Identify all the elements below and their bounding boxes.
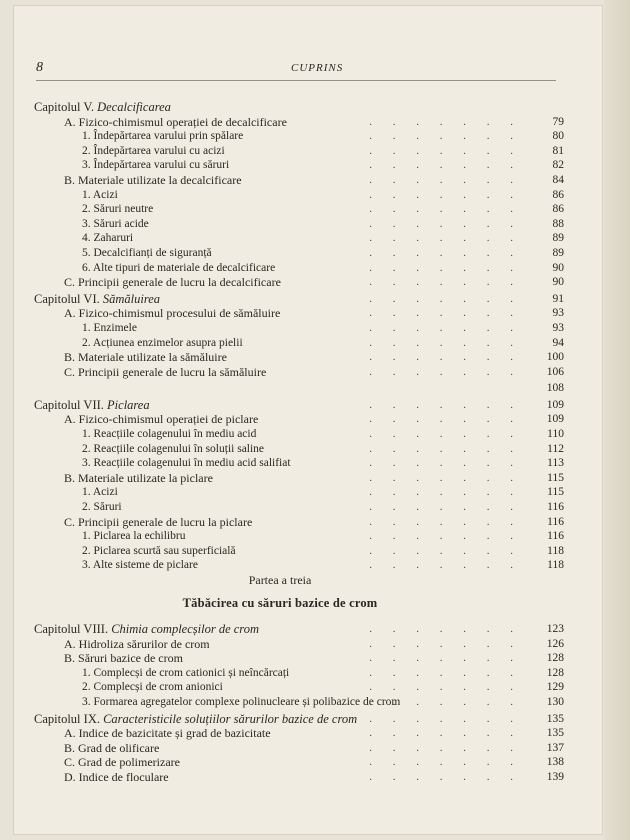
leader-dots: . . . . . . . xyxy=(369,681,522,694)
toc-entry-title: Fizico-chimismul operației de decalcificare xyxy=(78,114,287,129)
toc-entry-label xyxy=(82,129,243,144)
toc-chapter-row xyxy=(34,712,564,727)
toc-page-number: 139 xyxy=(546,770,564,783)
page-edge xyxy=(604,0,630,840)
toc-section-row xyxy=(34,173,564,188)
toc-entry-label xyxy=(82,456,291,471)
toc-entry-title: Reacțiile colagenului în mediu acid salifiat xyxy=(93,457,291,470)
toc-entry-title: Chimia complecșilor de crom xyxy=(111,622,259,636)
toc-page-number: 116 xyxy=(547,530,564,543)
toc-entry-title: Alte tipuri de materiale de decalcificare xyxy=(92,261,276,274)
toc-page-number: 89 xyxy=(552,232,564,245)
toc-entry-prefix: 3. xyxy=(82,695,91,708)
leader-dots: . . . . . . . xyxy=(369,530,522,543)
toc-entry-title: Principii generale de lucru la sămăluire xyxy=(78,364,267,379)
leader-dots: . . . . . . . xyxy=(369,442,522,455)
toc-entry-label xyxy=(34,622,259,637)
toc-entry-label xyxy=(82,188,118,203)
toc-subsection-row xyxy=(34,261,564,276)
part-subtitle: Tăbăcirea cu săruri bazice de crom xyxy=(182,596,378,610)
toc-section-row xyxy=(34,275,564,290)
leader-dots: . . . . . . . xyxy=(369,770,522,783)
toc-entry-title: Materiale utilizate la decalcificare xyxy=(78,172,242,187)
toc-entry-title: Fizico-chimismul operației de piclare xyxy=(78,412,259,427)
toc-entry-title: Grad de polimerizare xyxy=(78,755,180,770)
leader-dots: . . . . . . . xyxy=(369,652,522,665)
leader-dots: . . . . . . . xyxy=(369,428,522,441)
leader-dots: . . . . . . . xyxy=(369,712,522,725)
toc-page-number: 115 xyxy=(547,471,564,484)
toc-entry-prefix: 1. xyxy=(82,188,91,201)
toc-entry-prefix: 2. xyxy=(82,203,91,216)
toc-page-number: 94 xyxy=(552,336,564,349)
page-header xyxy=(36,60,576,80)
toc-entry-prefix: B. xyxy=(64,651,76,666)
toc-entry-title: Reacțiile colagenului în mediu acid xyxy=(93,428,257,441)
toc-entry-label xyxy=(82,529,185,544)
toc-entry-label xyxy=(34,712,357,727)
toc-subsection-row xyxy=(34,485,564,500)
toc-entry-title: Hidroliza sărurilor de crom xyxy=(78,636,210,651)
toc-page-number: 93 xyxy=(552,307,564,320)
toc-entry-prefix: 6. xyxy=(82,261,91,274)
toc-entry-label xyxy=(82,144,225,159)
toc-entry-label xyxy=(64,770,169,785)
toc-page-number: 135 xyxy=(546,712,564,725)
toc-entry-title: Grad de olificare xyxy=(78,740,160,755)
toc-entry-label xyxy=(64,306,280,321)
toc-entry-label xyxy=(82,202,153,217)
toc-entry-label xyxy=(64,350,227,365)
toc-page-number: 100 xyxy=(546,351,564,364)
leader-dots: . . . . . . . xyxy=(369,351,522,364)
toc-entry-prefix: 2. xyxy=(82,144,91,157)
toc-subsection-row xyxy=(34,544,564,559)
toc-subsection-row xyxy=(34,456,564,471)
toc-entry-prefix: A. xyxy=(64,636,76,651)
toc-entry-prefix: 3. xyxy=(82,217,91,230)
toc-entry-title: Săruri acide xyxy=(93,217,149,230)
toc-page-number: 91 xyxy=(552,292,564,305)
toc-chapter-row xyxy=(34,622,564,637)
toc-page-number: 89 xyxy=(552,246,564,259)
toc-entry-prefix: C. xyxy=(64,364,76,379)
toc-subsection-row xyxy=(34,202,564,217)
toc-section-row xyxy=(34,471,564,486)
toc-entry-title: Săruri neutre xyxy=(93,203,154,216)
toc-entry-title: Zaharuri xyxy=(93,232,134,245)
toc-entry-label xyxy=(82,442,264,457)
toc-page-number: 82 xyxy=(552,159,564,172)
toc-entry-label xyxy=(82,544,236,559)
toc-entry-prefix: 5. xyxy=(82,246,91,259)
leader-dots: . . . . . . . xyxy=(369,232,522,245)
toc-entry-label xyxy=(82,558,198,573)
toc-subsection-row xyxy=(34,442,564,457)
toc-entry-label xyxy=(82,695,400,710)
toc-entry-label xyxy=(34,292,160,307)
toc-entry-title: Caracteristicile soluțiilor sărurilor bazice de crom xyxy=(103,711,358,726)
toc-entry-prefix: 4. xyxy=(82,232,91,245)
toc-entry-prefix: A. xyxy=(64,306,76,321)
toc-page-number: 90 xyxy=(552,261,564,274)
toc-chapter-row xyxy=(34,100,564,115)
toc-entry-label xyxy=(64,412,258,427)
toc-entry-prefix: Capitolul VIII. xyxy=(34,622,109,636)
table-of-contents-part-two xyxy=(34,100,564,573)
toc-entry-title: Acizi xyxy=(92,486,118,499)
toc-entry-title: Materiale utilizate la sămăluire xyxy=(78,350,227,365)
toc-entry-title: Decalcificarea xyxy=(97,100,171,114)
toc-entry-title: Acizi xyxy=(92,188,118,201)
leader-dots: . . . . . . . xyxy=(369,115,522,128)
toc-entry-label xyxy=(64,515,252,530)
running-head: CUPRINS xyxy=(291,62,344,74)
toc-entry-title: Indice de bazicitate și grad de bazicitate xyxy=(78,726,271,741)
toc-entry-label xyxy=(82,261,275,276)
toc-entry-label xyxy=(64,275,281,290)
toc-entry-label xyxy=(64,726,271,741)
toc-entry-label xyxy=(64,115,287,130)
toc-entry-label xyxy=(82,158,229,173)
toc-page-number: 128 xyxy=(546,652,564,665)
toc-subsection-row xyxy=(34,231,564,246)
toc-chapter-row xyxy=(34,398,564,413)
toc-entry-prefix: 2. xyxy=(82,336,91,349)
toc-entry-title: Acțiunea enzimelor asupra pielii xyxy=(92,336,243,349)
toc-entry-prefix: A. xyxy=(64,114,76,129)
toc-entry-prefix: A. xyxy=(64,412,76,427)
toc-page-number: 79 xyxy=(552,115,564,128)
toc-entry-prefix: 2. xyxy=(82,501,91,514)
toc-entry-label xyxy=(64,471,213,486)
toc-page-number: 112 xyxy=(547,442,564,455)
toc-entry-prefix: 1. xyxy=(82,321,91,334)
toc-page-number: 90 xyxy=(552,276,564,289)
toc-subsection-row xyxy=(34,427,564,442)
leader-dots: . . . . . . . xyxy=(369,261,522,274)
toc-entry-prefix: 1. xyxy=(82,130,91,143)
page-number: 8 xyxy=(36,60,43,75)
toc-entry-title: Piclarea scurtă sau superficială xyxy=(93,544,236,557)
leader-dots: . . . . . . . xyxy=(369,130,522,143)
toc-entry-prefix: B. xyxy=(64,350,76,365)
toc-entry-title: Fizico-chimismul procesului de sămăluire xyxy=(78,306,281,321)
toc-page-number: 109 xyxy=(546,413,564,426)
leader-dots: . . . . . . . xyxy=(369,398,522,411)
toc-entry-title: Reacțiile colagenului în soluții saline xyxy=(93,442,265,455)
toc-page-number: 126 xyxy=(546,637,564,650)
toc-subsection-row xyxy=(34,680,564,695)
leader-dots: . . . . . . . xyxy=(369,727,522,740)
toc-entry-prefix: 2. xyxy=(82,544,91,557)
toc-chapter-row xyxy=(34,381,564,396)
toc-entry-label xyxy=(64,365,266,380)
toc-page-number: 108 xyxy=(546,382,564,395)
toc-entry-prefix: 2. xyxy=(82,442,91,455)
toc-subsection-row xyxy=(34,246,564,261)
leader-dots: . . . . . . . xyxy=(369,336,522,349)
toc-entry-label xyxy=(82,231,133,246)
toc-entry-prefix: Capitolul V. xyxy=(34,100,94,114)
toc-page-number: 80 xyxy=(552,130,564,143)
toc-page-number: 135 xyxy=(546,727,564,740)
toc-page-number: 81 xyxy=(552,144,564,157)
toc-entry-title: Piclarea la echilibru xyxy=(93,530,186,543)
leader-dots: . . . . . . . xyxy=(369,144,522,157)
toc-subsection-row xyxy=(34,144,564,159)
toc-entry-label xyxy=(82,680,223,695)
leader-dots: . . . . . . . xyxy=(369,321,522,334)
toc-section-row xyxy=(34,350,564,365)
toc-entry-label xyxy=(34,398,150,413)
toc-entry-label xyxy=(82,500,122,515)
toc-page-number: 116 xyxy=(547,501,564,514)
toc-entry-title: Îndepărtarea varului cu săruri xyxy=(93,159,230,172)
leader-dots: . . . . . . . xyxy=(369,246,522,259)
toc-section-row xyxy=(34,365,564,380)
toc-subsection-row xyxy=(34,217,564,232)
toc-section-row xyxy=(34,637,564,652)
toc-section-row xyxy=(34,412,564,427)
toc-page-number: 118 xyxy=(547,559,564,572)
toc-page-number: 106 xyxy=(546,365,564,378)
toc-section-row xyxy=(34,726,564,741)
toc-subsection-row xyxy=(34,321,564,336)
toc-page-number: 123 xyxy=(546,623,564,635)
toc-entry-label xyxy=(82,246,212,261)
leader-dots: . . . . . . . xyxy=(369,413,522,426)
toc-page-number: 116 xyxy=(547,515,564,528)
toc-section-row xyxy=(34,741,564,756)
leader-dots: . . . . . . . xyxy=(369,471,522,484)
toc-entry-prefix: Capitolul VI. xyxy=(34,291,100,306)
toc-subsection-row xyxy=(34,529,564,544)
toc-entry-title: Alte sisteme de piclare xyxy=(92,559,198,572)
toc-entry-prefix: B. xyxy=(64,740,76,755)
toc-entry-title: Enzimele xyxy=(93,321,137,334)
toc-entry-label xyxy=(64,741,159,756)
toc-entry-label xyxy=(82,336,243,351)
leader-dots: . . . . . . . xyxy=(369,457,522,470)
toc-entry-prefix: Capitolul VII. xyxy=(34,397,104,412)
toc-entry-prefix: B. xyxy=(64,470,76,485)
toc-entry-label xyxy=(82,427,256,442)
toc-entry-label xyxy=(64,755,180,770)
leader-dots: . . . . . . . xyxy=(369,365,522,378)
toc-subsection-row xyxy=(34,558,564,573)
toc-entry-prefix: 1. xyxy=(82,428,91,441)
part-label: Partea a treia xyxy=(248,573,312,587)
toc-subsection-row xyxy=(34,158,564,173)
leader-dots: . . . . . . . xyxy=(369,292,522,305)
toc-page-number: 129 xyxy=(546,681,564,694)
toc-entry-prefix: C. xyxy=(64,275,76,290)
toc-entry-prefix: 1. xyxy=(82,666,91,679)
toc-entry-prefix: D. xyxy=(64,769,76,784)
toc-entry-label xyxy=(82,485,118,500)
toc-entry-title: Săruri bazice de crom xyxy=(78,651,183,666)
toc-entry-prefix: 2. xyxy=(82,681,91,694)
toc-entry-prefix: A. xyxy=(64,726,76,741)
toc-page-number: 130 xyxy=(546,695,564,708)
toc-entry-label xyxy=(64,173,242,188)
toc-page-number: 118 xyxy=(547,544,564,557)
toc-subsection-row xyxy=(34,666,564,681)
leader-dots: . . . . . . . xyxy=(369,544,522,557)
toc-subsection-row xyxy=(34,695,564,710)
toc-subsection-row xyxy=(34,188,564,203)
leader-dots: . . . . . . . xyxy=(369,203,522,216)
toc-entry-title: Decalcifianți de siguranță xyxy=(93,246,212,259)
toc-entry-title: Îndepărtarea varului prin spălare xyxy=(93,130,244,143)
leader-dots: . . . . . . . xyxy=(369,276,522,289)
toc-page-number: 88 xyxy=(552,217,564,230)
toc-section-row xyxy=(34,306,564,321)
toc-entry-prefix: Capitolul IX. xyxy=(34,711,100,726)
toc-subsection-row xyxy=(34,129,564,144)
leader-dots: . . . . . . . xyxy=(369,159,522,172)
leader-dots: . . . . . . . xyxy=(369,559,522,572)
toc-entry-prefix: 3. xyxy=(82,559,91,572)
toc-page-number: 138 xyxy=(546,756,564,769)
table-of-contents-part-three xyxy=(34,622,564,785)
toc-entry-title: Indice de floculare xyxy=(78,769,169,784)
leader-dots: . . . . . . . xyxy=(369,501,522,514)
toc-entry-prefix: 3. xyxy=(82,159,91,172)
toc-entry-title: Săruri xyxy=(93,501,122,514)
toc-entry-title: Principii generale de lucru la decalcificare xyxy=(78,275,281,290)
toc-chapter-row xyxy=(34,292,564,307)
toc-page-number: 113 xyxy=(547,457,564,470)
leader-dots: . . . . . . . xyxy=(369,666,522,679)
toc-entry-title: Complecși de crom cationici și neîncărcați xyxy=(93,666,290,679)
toc-page-number: 110 xyxy=(547,428,564,441)
toc-entry-label xyxy=(64,637,210,652)
leader-dots: . . . . . . . xyxy=(369,173,522,186)
toc-entry-label xyxy=(82,666,289,681)
header-rule xyxy=(36,80,556,81)
toc-section-row xyxy=(34,770,564,785)
leader-dots: . . . . . . . xyxy=(369,486,522,499)
toc-entry-title: Materiale utilizate la piclare xyxy=(78,470,213,485)
toc-section-row xyxy=(34,651,564,666)
leader-dots: . . . . . . . xyxy=(369,217,522,230)
toc-entry-title: Îndepărtarea varului cu acizi xyxy=(93,144,225,157)
leader-dots: . . . . . . . xyxy=(369,741,522,754)
toc-entry-label xyxy=(82,321,137,336)
toc-page-number: 115 xyxy=(547,486,564,499)
toc-entry-prefix: B. xyxy=(64,172,76,187)
toc-entry-title: Piclarea xyxy=(107,397,150,412)
toc-page-number: 128 xyxy=(546,666,564,679)
toc-page-number: 84 xyxy=(552,173,564,186)
toc-page-number: 109 xyxy=(546,398,564,411)
leader-dots: . . . . . . . xyxy=(369,637,522,650)
toc-section-row xyxy=(34,755,564,770)
toc-page-number: 93 xyxy=(552,321,564,334)
toc-page-number: 137 xyxy=(546,741,564,754)
toc-section-row xyxy=(34,115,564,130)
toc-entry-label xyxy=(82,217,149,232)
toc-subsection-row xyxy=(34,336,564,351)
leader-dots: . . . . . . . xyxy=(369,307,522,320)
toc-subsection-row xyxy=(34,500,564,515)
toc-entry-prefix: C. xyxy=(64,755,76,770)
toc-entry-title: Sămăluirea xyxy=(102,291,161,306)
toc-entry-prefix: 3. xyxy=(82,457,91,470)
toc-page-number: 86 xyxy=(552,188,564,201)
toc-entry-prefix: 1. xyxy=(82,486,91,499)
toc-entry-title: Formarea agregatelor complexe polinucleare și polibazice de crom xyxy=(93,695,401,708)
leader-dots: . . . . . . . xyxy=(369,623,522,635)
toc-entry-prefix: 1. xyxy=(82,530,91,543)
leader-dots: . . . . . . . xyxy=(369,515,522,528)
leader-dots: . . . . . . . xyxy=(369,188,522,201)
toc-entry-label xyxy=(64,651,183,666)
toc-entry-title: Complecși de crom anionici xyxy=(93,681,223,694)
toc-entry-title: Principii generale de lucru la piclare xyxy=(78,514,253,529)
toc-page-number: 86 xyxy=(552,203,564,216)
toc-section-row xyxy=(34,515,564,530)
toc-entry-prefix: C. xyxy=(64,514,76,529)
leader-dots: . . . . . . . xyxy=(369,756,522,769)
toc-entry-label xyxy=(34,100,171,115)
leader-dots: . . . . . . . xyxy=(369,695,522,708)
